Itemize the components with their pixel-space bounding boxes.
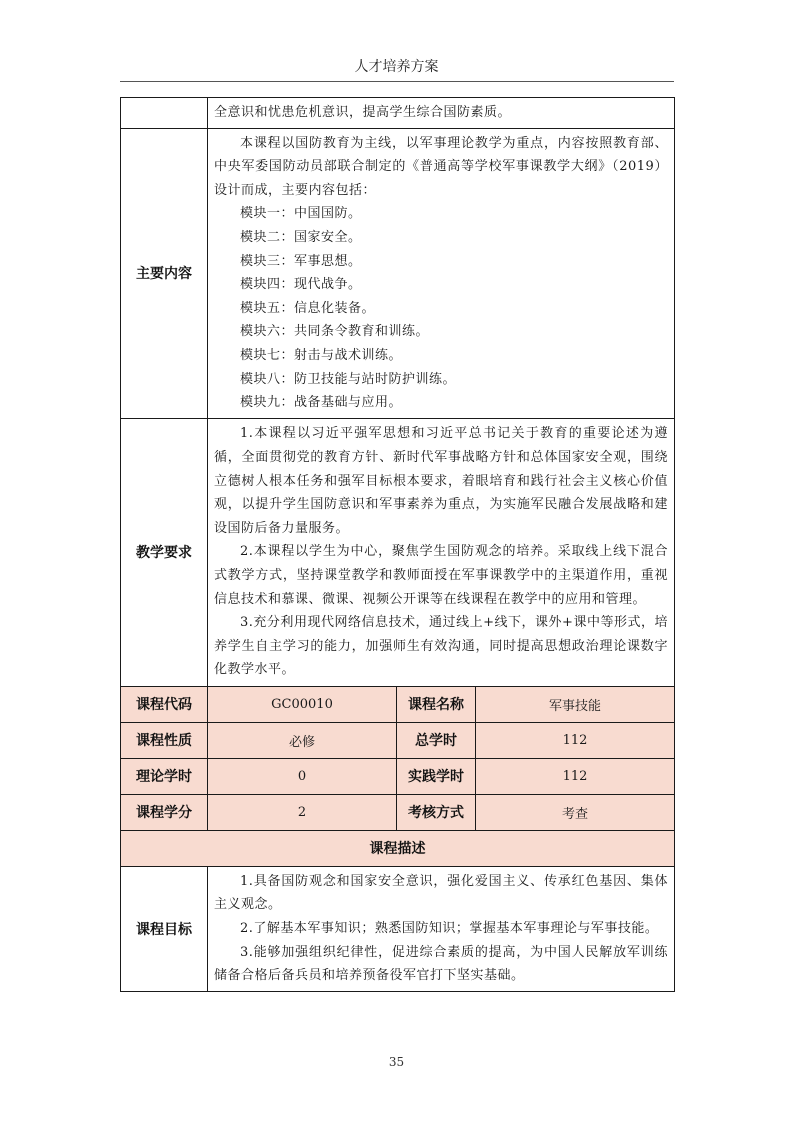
module-item: 模块一：中国国防。 xyxy=(240,206,362,222)
main-content-intro: 本课程以国防教育为主线，以军事理论教学为重点，内容按照教育部、中央军委国防动员部联合制定的《普通高等学校军事课教学大纲》（2019）设计而成，主要内容包括： xyxy=(214,135,669,198)
goal-item: 2.了解基本军事知识；熟悉国防知识；掌握基本军事理论与军事技能。 xyxy=(240,920,659,936)
course-nature-row xyxy=(121,722,675,758)
requirement-paragraph: 2.本课程以学生为中心，聚焦学生国防观念的培养。采取线上线下混合式教学方式，坚持课堂教学和教师面授在军事课教学中的主渠道作用，重视信息技术和慕课、微课、视频公开课等在线课程在教学中的应用和管理。 xyxy=(214,544,669,607)
page-number: 35 xyxy=(388,1055,405,1069)
module-item: 模块六：共同条令教育和训练。 xyxy=(240,324,430,340)
theory-hours-value: 0 xyxy=(208,758,397,794)
module-item: 模块二：国家安全。 xyxy=(240,229,362,245)
module-item: 模块八：防卫技能与站时防护训练。 xyxy=(240,371,457,387)
continuation-label-cell xyxy=(121,98,208,129)
course-table xyxy=(120,97,675,992)
teaching-requirements-row xyxy=(121,418,675,686)
requirement-paragraph: 1.本课程以习近平强军思想和习近平总书记关于教育的重要论述为遵循，全面贯彻党的教育方针、新时代军事战略方针和总体国家安全观，围绕立德树人根本任务和强军目标根本要求，着眼培育和践行社会主义核心价值观，以提升学生国防意识和军事素养为重点，为实施军民融合发展战略和建设国防后备力量服务。 xyxy=(214,426,669,536)
credits-label: 课程学分 xyxy=(121,794,208,830)
teaching-requirements-body xyxy=(208,418,675,686)
goal-item: 3.能够加强组织纪律性，促进综合素质的提高，为中国人民解放军训练储备合格后备兵员和培养预备役军官打下坚实基础。 xyxy=(214,944,669,984)
course-name-label: 课程名称 xyxy=(397,686,476,722)
course-goals-row xyxy=(121,866,675,991)
course-nature-label: 课程性质 xyxy=(121,722,208,758)
course-nature-value: 必修 xyxy=(208,722,397,758)
theory-hours-row xyxy=(121,758,675,794)
theory-hours-label: 理论学时 xyxy=(121,758,208,794)
module-item: 模块四：现代战争。 xyxy=(240,277,362,293)
course-code-label: 课程代码 xyxy=(121,686,208,722)
course-name-value: 军事技能 xyxy=(476,686,675,722)
credits-row xyxy=(121,794,675,830)
assessment-value: 考查 xyxy=(476,794,675,830)
total-hours-label: 总学时 xyxy=(397,722,476,758)
main-content-body xyxy=(208,128,675,418)
running-header: 人才培养方案 xyxy=(354,59,439,75)
course-description-row xyxy=(121,830,675,866)
continuation-text: 全意识和忧患危机意识，提高学生综合国防素质。 xyxy=(208,98,675,129)
main-content-label: 主要内容 xyxy=(121,128,208,418)
course-code-value: GC00010 xyxy=(208,686,397,722)
assessment-label: 考核方式 xyxy=(397,794,476,830)
course-goals-body xyxy=(208,866,675,991)
main-content-row xyxy=(121,128,675,418)
credits-value: 2 xyxy=(208,794,397,830)
practice-hours-value: 112 xyxy=(476,758,675,794)
total-hours-value: 112 xyxy=(476,722,675,758)
course-goals-label: 课程目标 xyxy=(121,866,208,991)
teaching-requirements-label: 教学要求 xyxy=(121,418,208,686)
module-item: 模块九：战备基础与应用。 xyxy=(240,395,403,411)
header-rule xyxy=(120,81,674,82)
module-item: 模块七：射击与战术训练。 xyxy=(240,347,403,363)
course-code-row xyxy=(121,686,675,722)
module-item: 模块三：军事思想。 xyxy=(240,253,362,269)
requirement-paragraph: 3.充分利用现代网络信息技术，通过线上+线下，课外+课中等形式，培养学生自主学习的能力，加强师生有效沟通，同时提高思想政治理论课数字化教学水平。 xyxy=(214,615,669,678)
continuation-row xyxy=(121,98,675,129)
practice-hours-label: 实践学时 xyxy=(397,758,476,794)
course-description-title: 课程描述 xyxy=(121,830,675,866)
goal-item: 1.具备国防观念和国家安全意识，强化爱国主义、传承红色基因、集体主义观念。 xyxy=(214,873,669,913)
module-item: 模块五：信息化装备。 xyxy=(240,300,376,316)
